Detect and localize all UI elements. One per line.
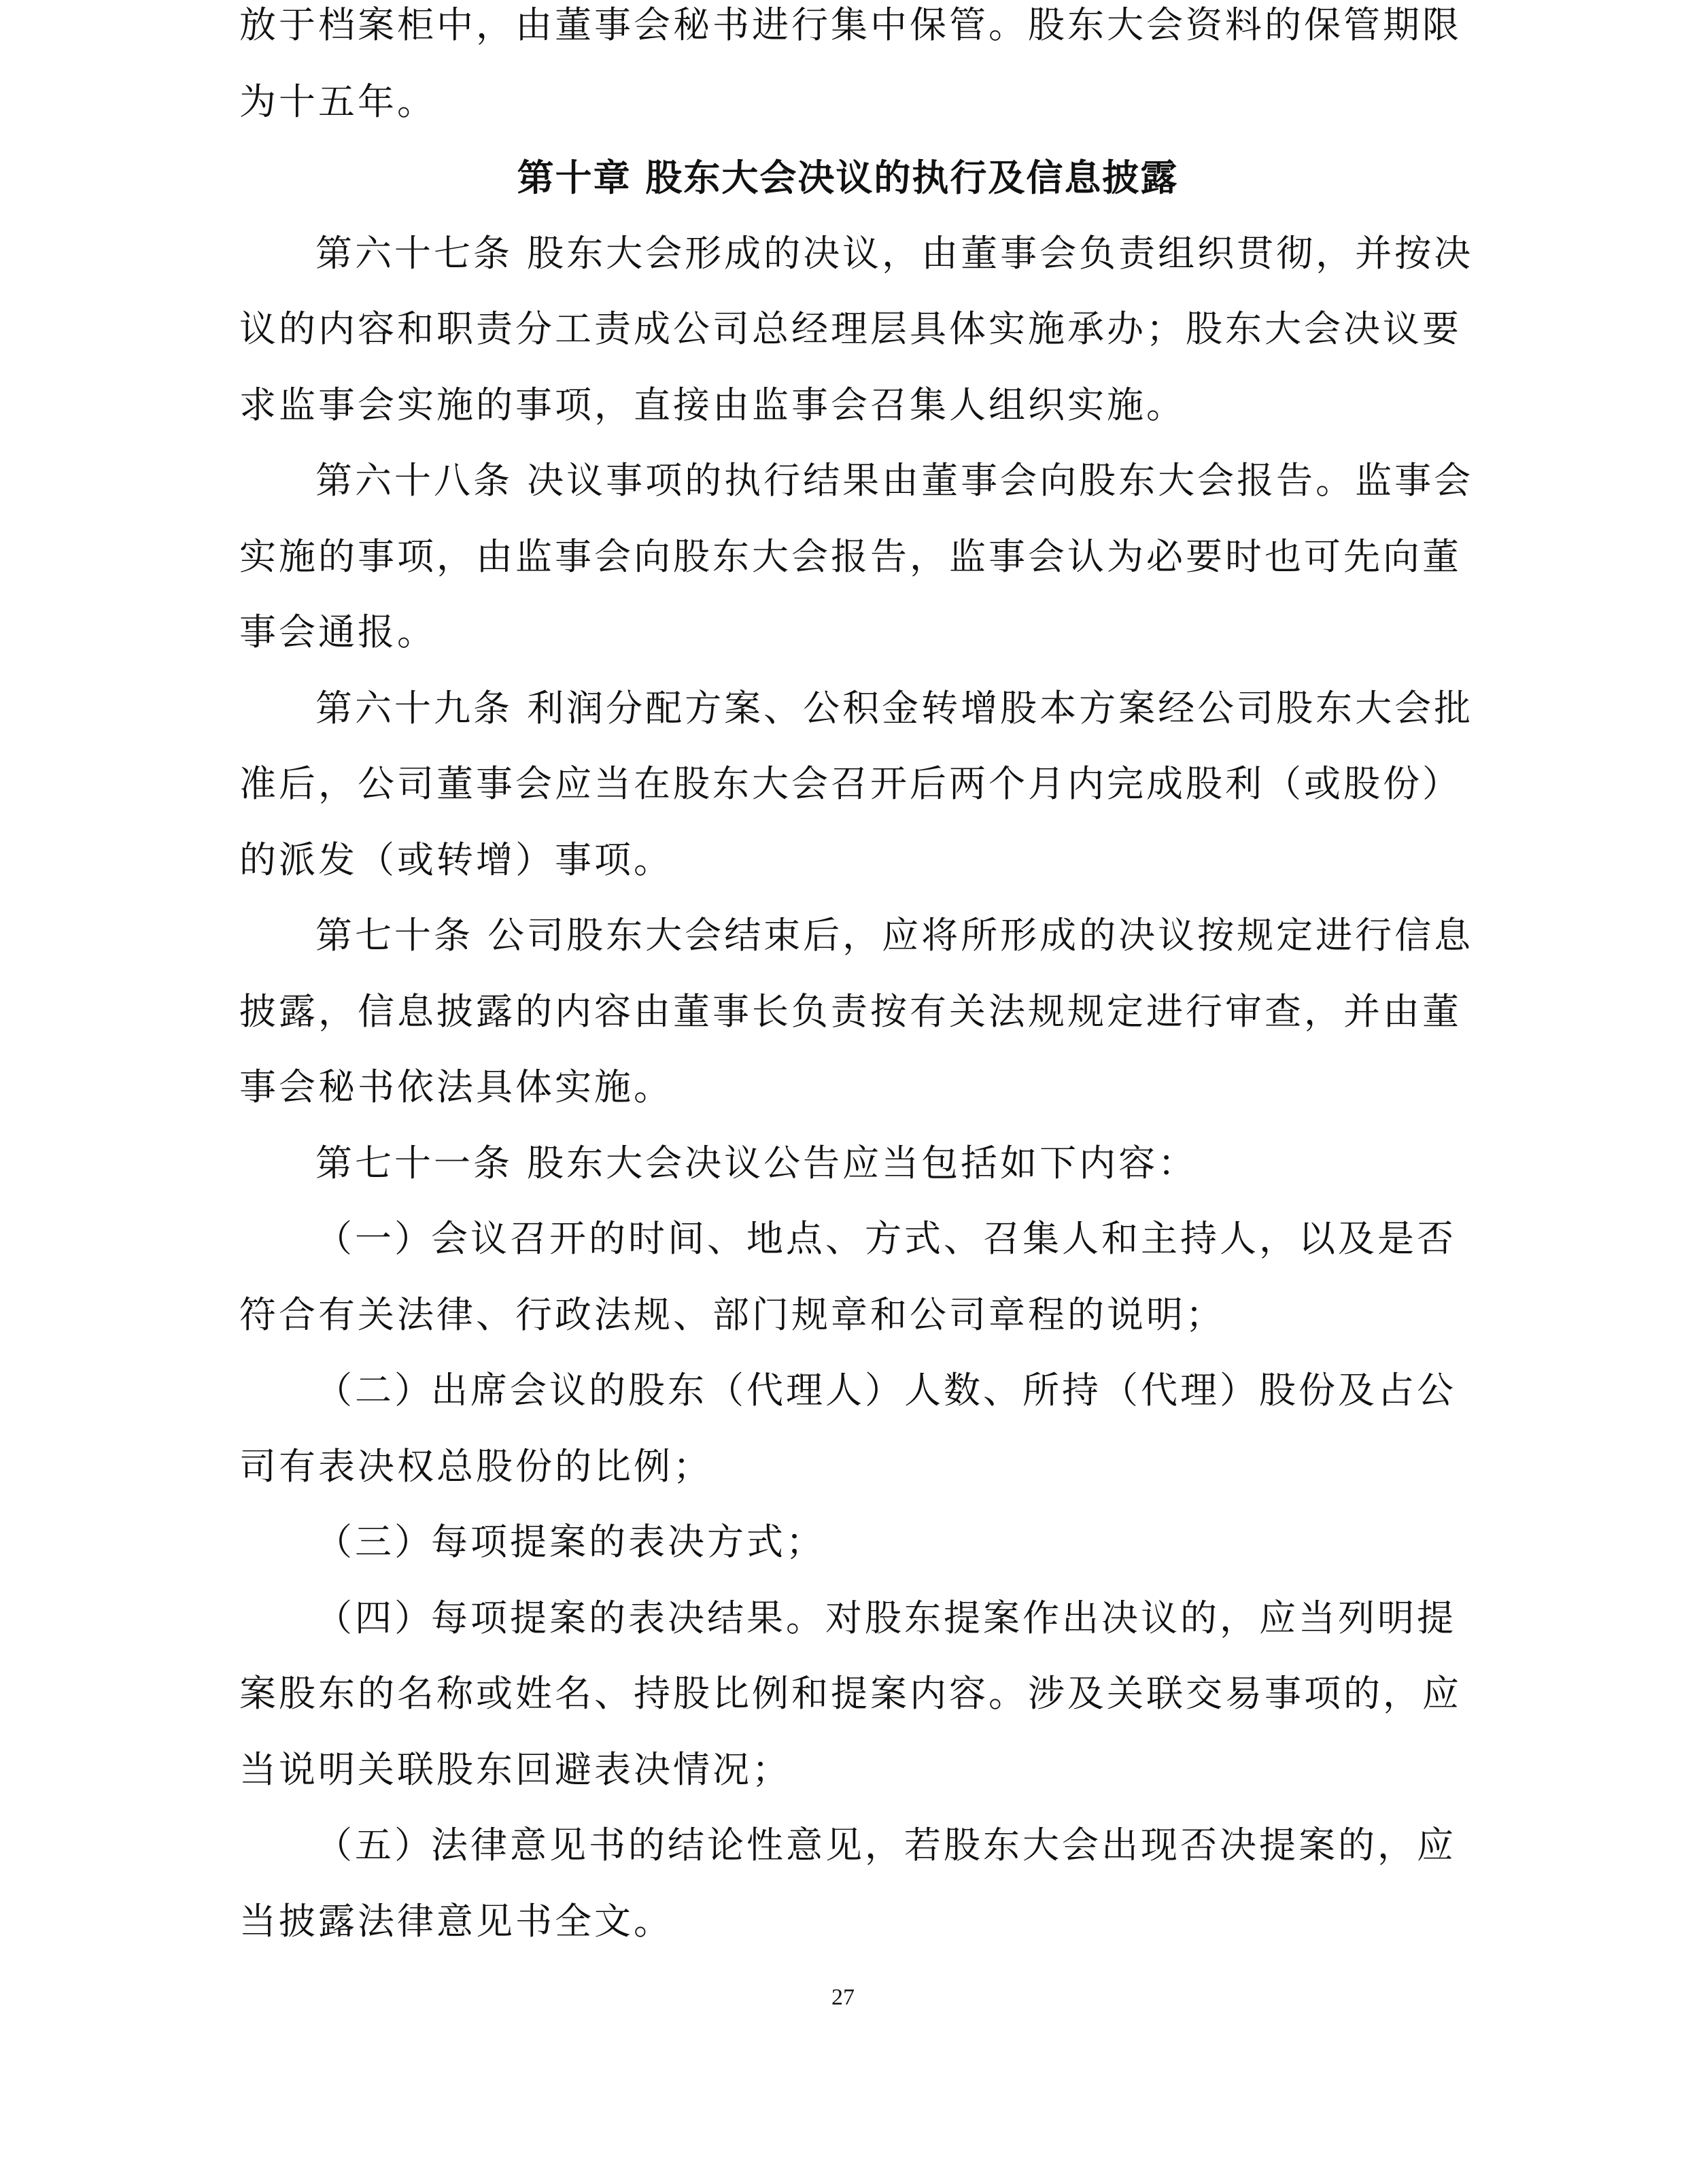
article-68-line: 第六十八条 决议事项的执行结果由董事会向股东大会报告。监事会 [315,459,1474,502]
article-69-line: 的派发（或转增）事项。 [239,838,673,881]
list-item [315,1368,1456,1413]
list-item-text: 会议召开的时间、地点、方式、召集人和主持人，以及是否 [431,1217,1456,1260]
list-item-number: （三） [315,1520,434,1563]
article-68-line: 实施的事项，由监事会向股东大会报告，监事会认为必要时也可先向董 [239,535,1462,578]
list-item-text: 每项提案的表决结果。对股东提案作出决议的，应当列明提 [431,1597,1456,1639]
body-text-line: 为十五年。 [239,80,436,123]
list-item-number: （一） [315,1217,434,1260]
article-68-line: 事会通报。 [239,611,436,653]
page-number: 27 [831,1985,855,2010]
list-item [315,1216,1456,1261]
list-item-number: （五） [315,1824,434,1866]
list-item-continuation: 当披露法律意见书全文。 [239,1900,673,1943]
list-item-continuation: 当说明关联股东回避表决情况； [239,1748,791,1791]
list-item-text: 出席会议的股东（代理人）人数、所持（代理）股份及占公 [431,1369,1456,1412]
article-70-line: 第七十条 公司股东大会结束后，应将所形成的决议按规定进行信息 [315,914,1474,957]
list-item-continuation: 司有表决权总股份的比例； [239,1445,712,1488]
article-69-line: 第六十九条 利润分配方案、公积金转增股本方案经公司股东大会批 [315,687,1474,730]
article-69-line: 准后，公司董事会应当在股东大会召开后两个月内完成股利（或股份） [239,762,1462,805]
article-67-line: 第六十七条 股东大会形成的决议，由董事会负责组织贯彻，并按决 [315,232,1474,275]
list-item-text: 每项提案的表决方式； [431,1520,825,1563]
list-item [315,1520,825,1565]
chapter-title: 第十章 股东大会决议的执行及信息披露 [517,156,1179,199]
list-item-text: 法律意见书的结论性意见，若股东大会出现否决提案的，应 [431,1824,1456,1866]
article-70-line: 事会秘书依法具体实施。 [239,1065,673,1108]
list-item [315,1596,1456,1641]
article-67-line: 求监事会实施的事项，直接由监事会召集人组织实施。 [239,383,1186,426]
article-71-title: 第七十一条 股东大会决议公告应当包括如下内容： [315,1142,1198,1184]
article-70-line: 披露，信息披露的内容由董事长负责按有关法规规定进行审查，并由董 [239,990,1462,1033]
list-item-number: （四） [315,1597,434,1639]
list-item-continuation: 符合有关法律、行政法规、部门规章和公司章程的说明； [239,1293,1225,1336]
list-item [315,1823,1456,1868]
article-67-line: 议的内容和职责分工责成公司总经理层具体实施承办；股东大会决议要 [239,307,1462,350]
body-text-line: 放于档案柜中，由董事会秘书进行集中保管。股东大会资料的保管期限 [239,3,1462,46]
list-item-number: （二） [315,1369,434,1412]
list-item-continuation: 案股东的名称或姓名、持股比例和提案内容。涉及关联交易事项的，应 [239,1672,1462,1715]
